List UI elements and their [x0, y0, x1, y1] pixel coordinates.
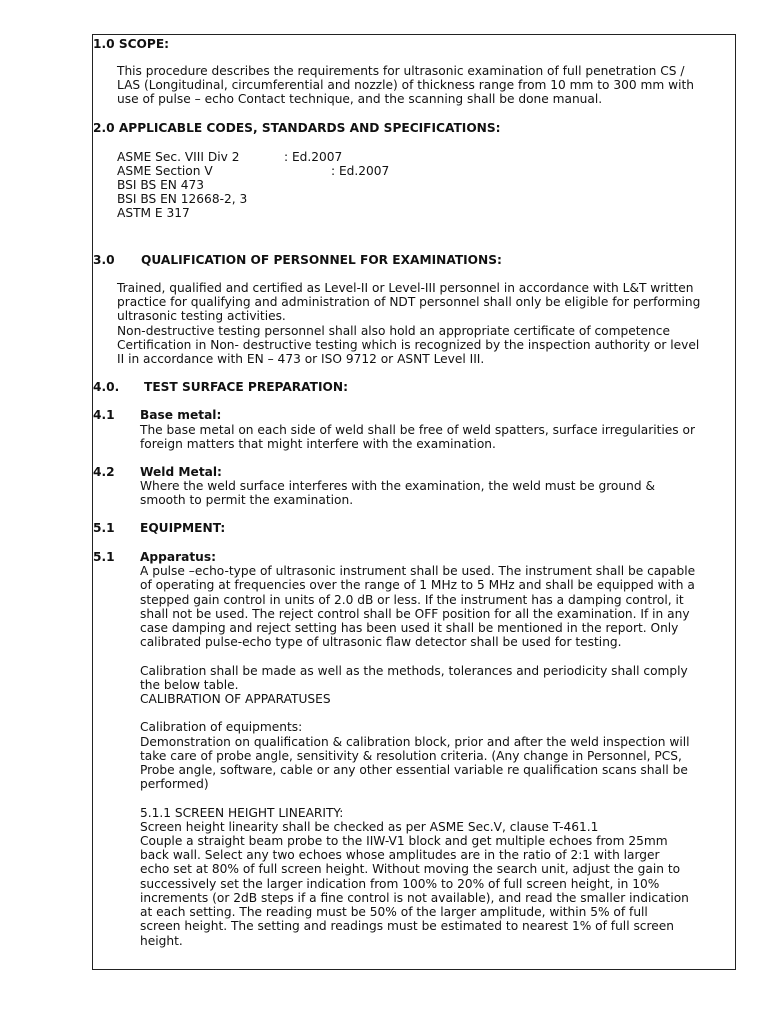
- screen-height-line-5: successively set the larger indication from 100% to 20% of full screen height, in 10%: [140, 877, 660, 891]
- weld-metal-line-2: smooth to permit the examination.: [140, 493, 354, 507]
- apparatus-line-4: shall not be used. The reject control shall be OFF position for all the examination. If in any: [140, 607, 690, 621]
- section-4-2-heading: Weld Metal:: [140, 465, 222, 479]
- section-4-number: 4.0.: [93, 380, 120, 394]
- section-4-heading: TEST SURFACE PREPARATION:: [144, 380, 348, 394]
- qualification-line-5: Certification in Non- destructive testing which is recognized by the inspection authority or level: [117, 338, 700, 352]
- calibration-line-1: Calibration shall be made as well as the methods, tolerances and periodicity shall comply: [140, 664, 688, 678]
- qualification-line-1: Trained, qualified and certified as Level-II or Level-III personnel in accordance with L&T written: [117, 281, 694, 295]
- equipment-calib-line-2: Demonstration on qualification & calibration block, prior and after the weld inspection will: [140, 735, 690, 749]
- qualification-line-6: II in accordance with EN – 473 or ISO 9712 or ASNT Level III.: [117, 352, 485, 366]
- screen-height-line-3: back wall. Select any two echoes whose amplitudes are in the ratio of 2:1 with larger: [140, 848, 660, 862]
- qualification-line-2: practice for qualifying and administration of NDT personnel shall only be eligible for performing: [117, 295, 701, 309]
- qualification-line-3: ultrasonic testing activities.: [117, 309, 286, 323]
- apparatus-line-6: calibrated pulse-echo type of ultrasonic flaw detector shall be used for testing.: [140, 635, 622, 649]
- code-name-1: ASME Sec. VIII Div 2: [117, 150, 240, 164]
- code-name-5: ASTM E 317: [117, 206, 190, 220]
- section-4-1-heading: Base metal:: [140, 408, 222, 422]
- screen-height-line-8: screen height. The setting and readings must be estimated to nearest 1% of full screen: [140, 919, 674, 933]
- section-3-number: 3.0: [93, 253, 115, 267]
- apparatus-number: 5.1: [93, 550, 115, 564]
- equipment-calib-line-4: Probe angle, software, cable or any other essential variable re qualification scans shall be: [140, 763, 688, 777]
- apparatus-heading: Apparatus:: [140, 550, 216, 564]
- apparatus-line-1: A pulse –echo-type of ultrasonic instrument shall be used. The instrument shall be capable: [140, 564, 696, 578]
- section-5-heading: EQUIPMENT:: [140, 521, 226, 535]
- screen-height-line-4: echo set at 80% of full screen height. Without moving the search unit, adjust the gain to: [140, 862, 681, 876]
- screen-height-line-6: increments (or 2dB steps if a fine control is not available), and read the smaller indication: [140, 891, 689, 905]
- section-5-number: 5.1: [93, 521, 115, 535]
- scope-line-1: This procedure describes the requirements for ultrasonic examination of full penetration CS /: [117, 64, 685, 78]
- scope-line-3: use of pulse – echo Contact technique, and the scanning shall be done manual.: [117, 92, 603, 106]
- screen-height-line-9: height.: [140, 934, 183, 948]
- code-edition-1: : Ed.2007: [284, 150, 343, 164]
- screen-height-line-7: at each setting. The reading must be 50% of the larger amplitude, within 5% of full: [140, 905, 648, 919]
- screen-height-line-2: Couple a straight beam probe to the IIW-V1 block and get multiple echoes from 25mm: [140, 834, 668, 848]
- scope-line-2: LAS (Longitudinal, circumferential and nozzle) of thickness range from 10 mm to 300 mm with: [117, 78, 695, 92]
- calibration-line-2: the below table.: [140, 678, 239, 692]
- equipment-calib-line-3: take care of probe angle, sensitivity & resolution criteria. (Any change in Personnel, PCS,: [140, 749, 682, 763]
- apparatus-line-5: case damping and reject setting has been used it shall be mentioned in the report. Only: [140, 621, 679, 635]
- equipment-calib-line-5: performed): [140, 777, 209, 791]
- qualification-line-4: Non-destructive testing personnel shall also hold an appropriate certificate of competence: [117, 324, 670, 338]
- section-2-heading: 2.0 APPLICABLE CODES, STANDARDS AND SPECIFICATIONS:: [93, 121, 501, 135]
- code-name-3: BSI BS EN 473: [117, 178, 205, 192]
- screen-height-heading: 5.1.1 SCREEN HEIGHT LINEARITY:: [140, 806, 344, 820]
- base-metal-line-1: The base metal on each side of weld shall be free of weld spatters, surface irregularities or: [140, 423, 696, 437]
- section-4-2-number: 4.2: [93, 465, 115, 479]
- section-4-1-number: 4.1: [93, 408, 115, 422]
- apparatus-line-3: stepped gain control in units of 2.0 dB or less. If the instrument has a damping control, it: [140, 593, 684, 607]
- code-edition-2: : Ed.2007: [331, 164, 390, 178]
- screen-height-line-1: Screen height linearity shall be checked as per ASME Sec.V, clause T-461.1: [140, 820, 599, 834]
- apparatus-line-2: of operating at frequencies over the range of 1 MHz to 5 MHz and shall be equipped with a: [140, 578, 695, 592]
- code-name-4: BSI BS EN 12668-2, 3: [117, 192, 248, 206]
- section-3-heading: QUALIFICATION OF PERSONNEL FOR EXAMINATIONS:: [141, 253, 502, 267]
- code-name-2: ASME Section V: [117, 164, 213, 178]
- equipment-calib-line-1: Calibration of equipments:: [140, 720, 303, 734]
- calibration-line-3: CALIBRATION OF APPARATUSES: [140, 692, 331, 706]
- section-1-heading: 1.0 SCOPE:: [93, 37, 170, 51]
- base-metal-line-2: foreign matters that might interfere with the examination.: [140, 437, 496, 451]
- weld-metal-line-1: Where the weld surface interferes with the examination, the weld must be ground &: [140, 479, 655, 493]
